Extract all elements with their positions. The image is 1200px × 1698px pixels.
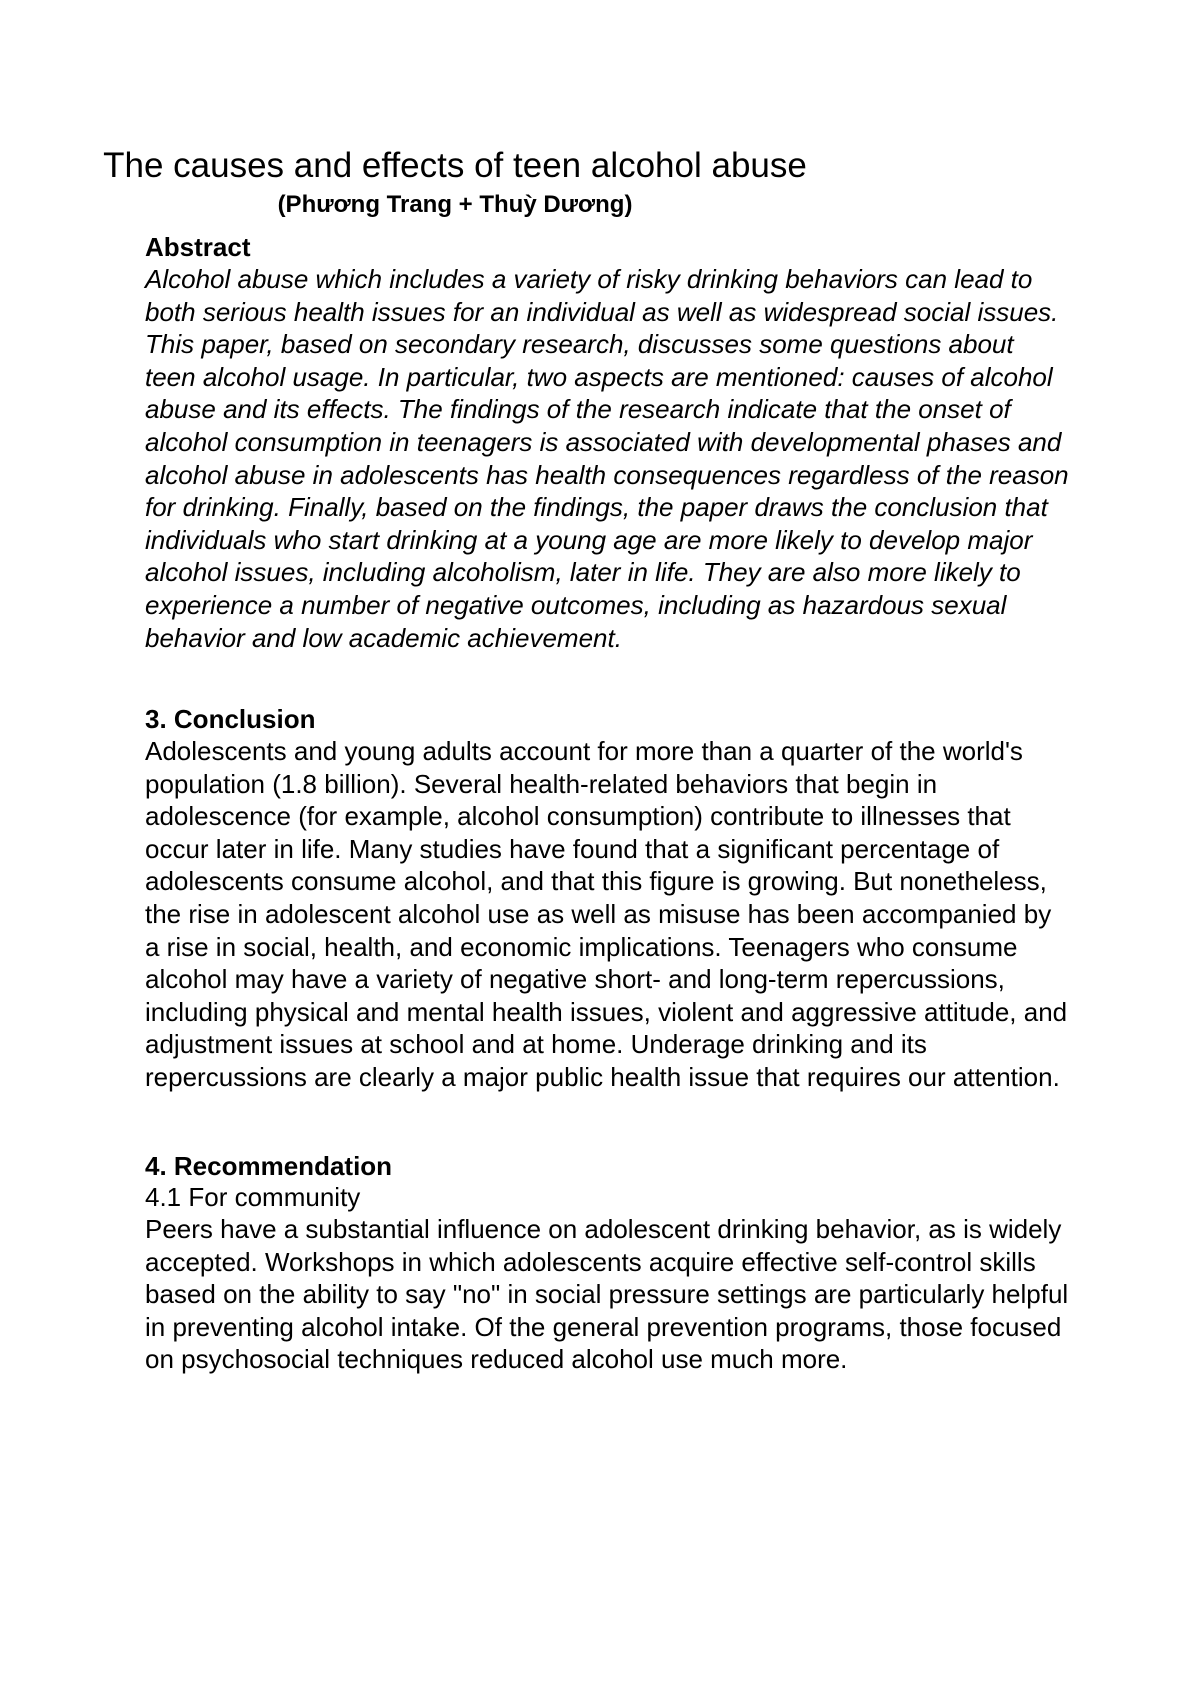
recommendation-text: Peers have a substantial influence on adolescent drinking behavior, as is widely accepted. Workshops in which adolescents acquire effective self-control skills based on the ability to say "no" in social pressure settings are particularly helpful in preventing alcohol intake. Of the general prevention programs, those focused on psychosocial techniques reduced alcohol use much more.	[145, 1214, 1069, 1375]
recommendation-subheading: 4.1 For community	[145, 1182, 361, 1212]
abstract-heading: Abstract	[145, 232, 251, 262]
recommendation-heading: 4. Recommendation	[145, 1151, 393, 1181]
document-authors: (Phương Trang + Thuỳ Dương)	[277, 191, 633, 218]
abstract-text: Alcohol abuse which includes a variety of risky drinking behaviors can lead to both serious health issues for an individual as well as widespread social issues. This paper, based on secondary research, discusses some questions about teen alcohol usage. In particular, two aspects are mentioned: causes of alcohol abuse and its effects. The findings of the research indicate that the onset of alcohol consumption in teenagers is associated with developmental phases and alcohol abuse in adolescents has health consequences regardless of the reason for drinking. Finally, based on the findings, the paper draws the conclusion that individuals who start drinking at a young age are more likely to develop major alcohol issues, including alcoholism, later in life. They are also more likely to experience a number of negative outcomes, including as hazardous sexual behavior and low academic achievement.	[145, 264, 1069, 653]
conclusion-heading: 3. Conclusion	[145, 704, 316, 734]
document-title: The causes and effects of teen alcohol abuse	[103, 146, 807, 185]
conclusion-text: Adolescents and young adults account for more than a quarter of the world's population (1.8 billion). Several health-related behaviors that begin in adolescence (for example, alcohol consumption) contribute to illnesses that occur later in life. Many studies have found that a significant percentage of adolescents consume alcohol, and that this figure is growing. But nonetheless, the rise in adolescent alcohol use as well as misuse has been accompanied by a rise in social, health, and economic implications. Teenagers who consume alcohol may have a variety of negative short- and long-term repercussions, including physical and mental health issues, violent and aggressive attitude, and adjustment issues at school and at home. Underage drinking and its repercussions are clearly a major public health issue that requires our attention.	[145, 736, 1068, 1092]
